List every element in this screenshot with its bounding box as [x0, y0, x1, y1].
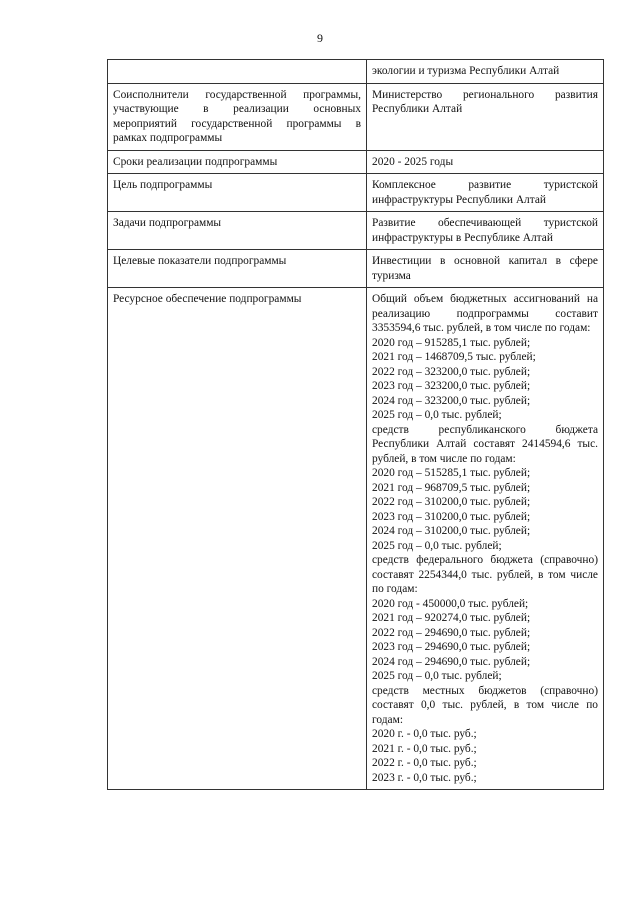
- regional-intro: средств республиканского бюджета Республики Алтай составят 2414594,6 тыс. рублей, в том числе по годам:: [372, 423, 598, 465]
- page-number: 9: [317, 31, 323, 45]
- federal-year-line: 2021 год – 920274,0 тыс. рублей;: [372, 612, 531, 624]
- subprogram-passport-table: [107, 59, 604, 790]
- total-year-line: 2024 год – 323200,0 тыс. рублей;: [372, 394, 531, 407]
- resource-provision-value: [367, 288, 604, 790]
- total-year-line: 2021 год – 1468709,5 тыс. рублей;: [372, 351, 536, 363]
- table-row: [108, 174, 604, 212]
- local-year-line: 2020 г. - 0,0 тыс. руб.;: [372, 728, 477, 740]
- federal-year-line: 2024 год – 294690,0 тыс. рублей;: [372, 655, 531, 668]
- regional-year-line: 2020 год – 515285,1 тыс. рублей;: [372, 467, 531, 479]
- total-year-line: 2023 год – 323200,0 тыс. рублей;: [372, 380, 531, 392]
- row-label: Цель подпрограммы: [108, 174, 367, 212]
- total-year-line: 2025 год – 0,0 тыс. рублей;: [372, 409, 502, 421]
- row-value: Инвестиции в основной капитал в сфере туризма: [367, 250, 604, 288]
- local-intro: средств местных бюджетов (справочно) составят 0,0 тыс. рублей, в том числе по годам:: [372, 684, 598, 726]
- local-year-line: 2021 г. - 0,0 тыс. руб.;: [372, 742, 477, 755]
- regional-year-line: 2025 год – 0,0 тыс. рублей;: [372, 539, 502, 552]
- regional-year-line: 2024 год – 310200,0 тыс. рублей;: [372, 525, 531, 537]
- row-value: экологии и туризма Республики Алтай: [367, 60, 604, 84]
- federal-year-line: 2020 год - 450000,0 тыс. рублей;: [372, 597, 529, 610]
- row-label: Сроки реализации подпрограммы: [108, 150, 367, 174]
- row-label: Соисполнители государственной программы, участвующие в реализации основных мероприятий государственной программы в рамках подпрограммы: [108, 83, 367, 150]
- table-row: [108, 250, 604, 288]
- regional-year-line: 2023 год – 310200,0 тыс. рублей;: [372, 510, 531, 523]
- local-year-line: 2022 г. - 0,0 тыс. руб.;: [372, 757, 477, 769]
- row-label: Задачи подпрограммы: [108, 212, 367, 250]
- federal-year-line: 2025 год – 0,0 тыс. рублей;: [372, 670, 502, 682]
- federal-year-line: 2023 год – 294690,0 тыс. рублей;: [372, 641, 531, 653]
- table-row: [108, 60, 604, 84]
- row-label: Целевые показатели подпрограммы: [108, 250, 367, 288]
- row-label: [108, 60, 367, 84]
- row-value: Развитие обеспечивающей туристской инфраструктуры в Республике Алтай: [367, 212, 604, 250]
- row-label: Ресурсное обеспечение подпрограммы: [108, 288, 367, 790]
- table-row: [108, 288, 604, 790]
- federal-year-line: 2022 год – 294690,0 тыс. рублей;: [372, 626, 531, 639]
- table-row: [108, 83, 604, 150]
- row-value: Комплексное развитие туристской инфраструктуры Республики Алтай: [367, 174, 604, 212]
- total-year-line: 2022 год – 323200,0 тыс. рублей;: [372, 365, 531, 378]
- local-year-line: 2023 г. - 0,0 тыс. руб.;: [372, 771, 477, 784]
- row-value: 2020 - 2025 годы: [367, 150, 604, 174]
- total-year-line: 2020 год – 915285,1 тыс. рублей;: [372, 336, 531, 349]
- total-intro: Общий объем бюджетных ассигнований на реализацию подпрограммы составит 3353594,6 тыс. рублей, в том числе по годам:: [372, 293, 598, 334]
- regional-year-line: 2022 год – 310200,0 тыс. рублей;: [372, 496, 531, 508]
- row-value: Министерство регионального развития Республики Алтай: [367, 83, 604, 150]
- regional-year-line: 2021 год – 968709,5 тыс. рублей;: [372, 481, 531, 494]
- table-row: [108, 212, 604, 250]
- table-row: [108, 150, 604, 174]
- federal-intro: средств федерального бюджета (справочно) составят 2254344,0 тыс. рублей, в том числе по годам:: [372, 554, 598, 595]
